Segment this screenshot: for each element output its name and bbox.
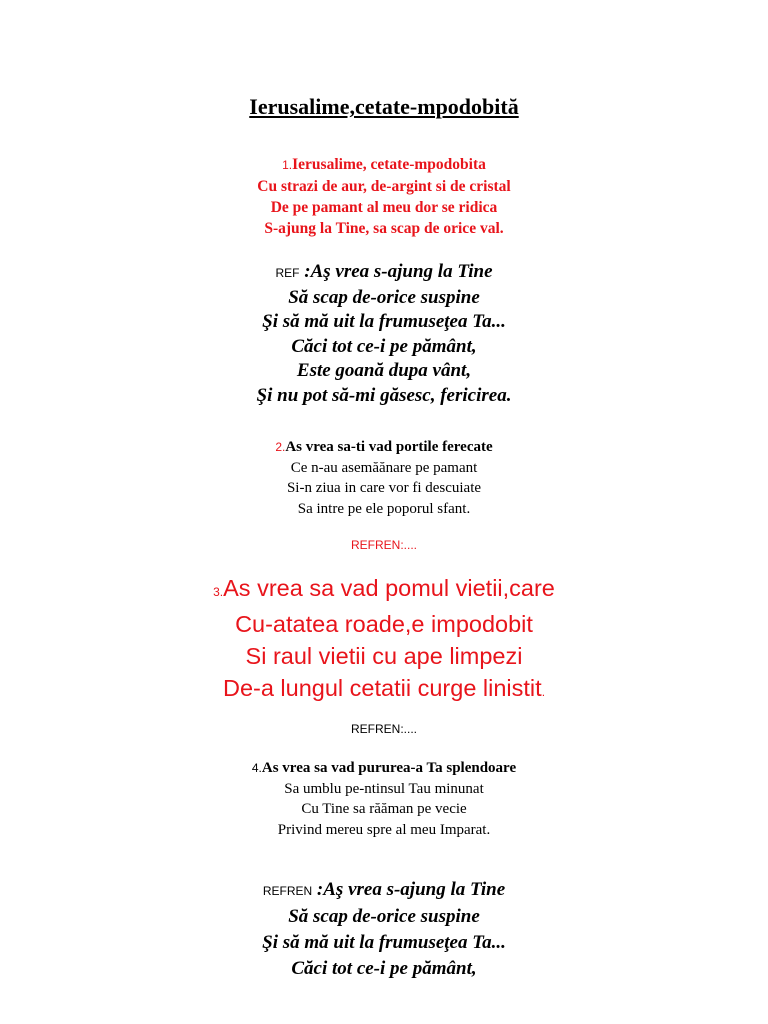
verse-4-line-2: Sa umblu pe-ntinsul Tau minunat (284, 780, 484, 797)
refrain-1-line-4: Căci tot ce-i pe pământ, (291, 335, 477, 357)
refrain-2-line-2: Să scap de-orice suspine (288, 906, 480, 927)
refrain-1 (0, 260, 768, 408)
verse-1-number: 1. (282, 158, 293, 172)
verse-3-line-4: De-a lungul cetatii curge linistit. (222, 675, 546, 701)
verse-2-line-3: Si-n ziua in care vor fi descuiate (286, 480, 482, 496)
refrain-1-line-5: Este goană dupa vânt, (296, 360, 472, 381)
verse-1-line-3: De pe pamant al meu dor se ridica (270, 199, 498, 216)
verse-1-line-1: 1.Ierusalime, cetate-mpodobita (282, 156, 486, 173)
verse-3-number: 3. (213, 585, 224, 599)
verse-3-line-3: Si raul vietii cu ape limpezi (245, 643, 523, 669)
verse-1-line-4: S-ajung la Tine, sa scap de orice val. (264, 220, 504, 237)
refrain-1-line-3: Şi să mă uit la frumuseţea Ta... (262, 311, 506, 332)
refrain-1-label: REF (275, 266, 300, 280)
verse-4-line-4: Privind mereu spre al meu Imparat. (277, 821, 491, 838)
refrain-2-line-3: Şi să mă uit la frumuseţea Ta... (262, 932, 506, 953)
verse-2 (0, 437, 768, 519)
refrain-1-line-6: Şi nu pot să-mi găsesc, fericirea. (256, 384, 512, 406)
refren-marker-2: REFREN:.... (350, 722, 417, 736)
verse-3-line-1: 3.As vrea sa vad pomul vietii,care (213, 575, 555, 601)
song-title: Ierusalime,cetate-mpodobită (249, 94, 519, 119)
verse-3 (0, 572, 768, 708)
refrain-2-line-4: Căci tot ce-i pe pământ, (291, 958, 477, 979)
verse-4-line-3: Cu Tine sa răăman pe vecie (301, 801, 467, 817)
verse-3-line-2: Cu-atatea roade,e impodobit (235, 611, 533, 637)
verse-1-line-2: Cu strazi de aur, de-argint si de cristal (257, 178, 511, 195)
refrain-1-line-2: Să scap de-orice suspine (288, 286, 480, 308)
verse-4-number: 4. (251, 761, 262, 775)
verse-2-line-1: 2.As vrea sa-ti vad portile ferecate (275, 439, 493, 455)
refrain-2-line-1: REFREN :Aş vrea s-ajung la Tine (262, 879, 506, 900)
verse-4-line-1: 4.As vrea sa vad pururea-a Ta splendoare (251, 760, 517, 776)
verse-4 (0, 758, 768, 840)
verse-2-line-2: Ce n-au asemăănare pe pamant (290, 459, 478, 476)
verse-2-number: 2. (275, 440, 286, 454)
refrain-2 (0, 877, 768, 982)
refrain-1-line-1: REF :Aş vrea s-ajung la Tine (275, 261, 493, 282)
refren-marker-1: REFREN:.... (350, 538, 417, 552)
verse-2-line-4: Sa intre pe ele poporul sfant. (297, 500, 471, 517)
refrain-2-label: REFREN (262, 884, 313, 898)
verse-1 (0, 154, 768, 239)
